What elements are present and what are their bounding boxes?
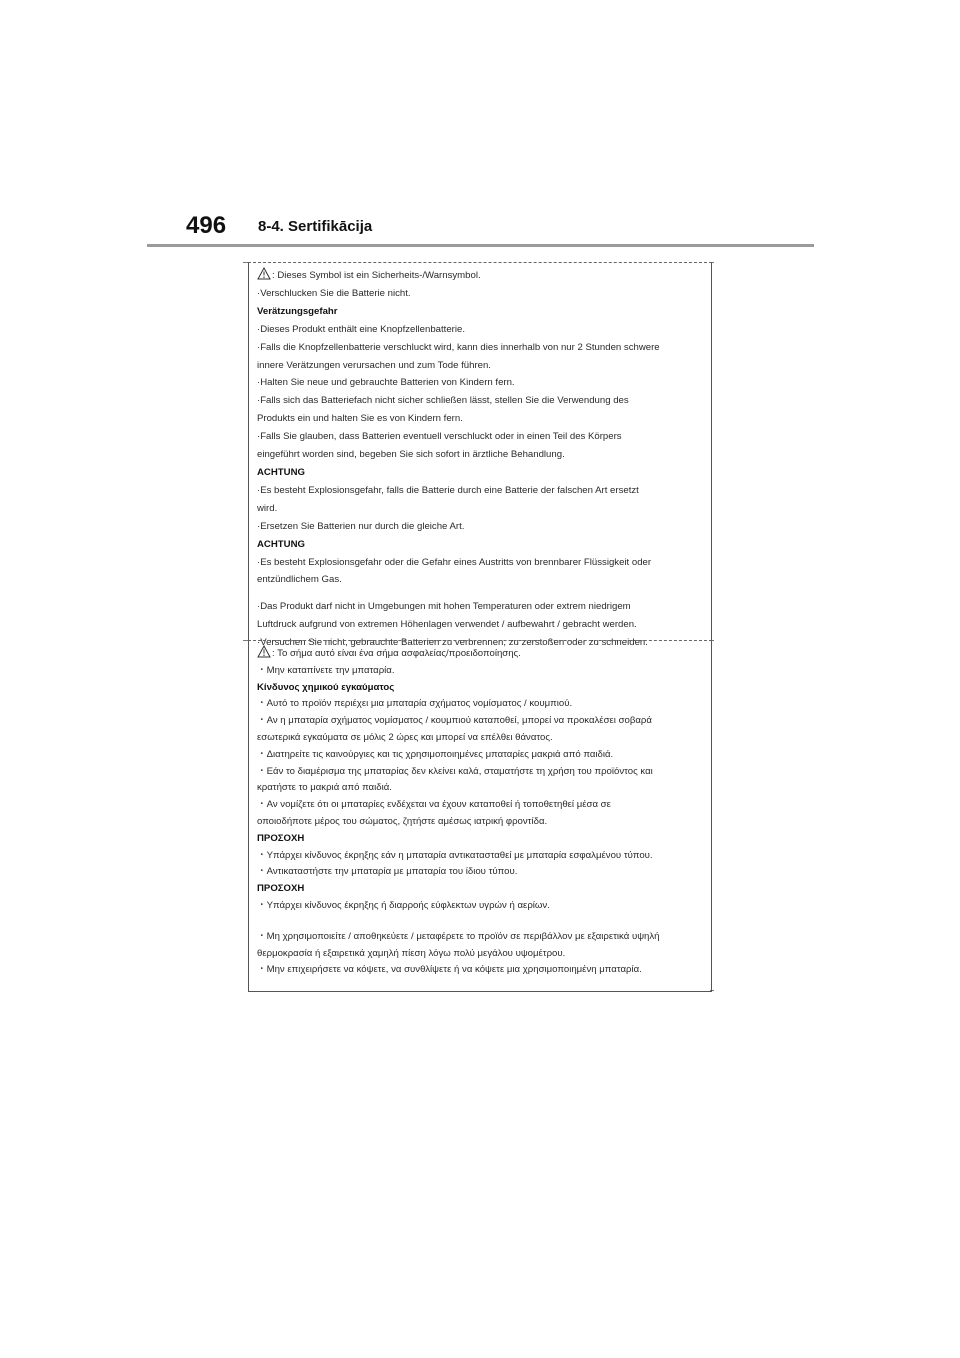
- german-text-line: ·Es besteht Explosionsgefahr, falls die Batterie durch eine Batterie der falschen Art ersetzt: [257, 484, 639, 496]
- german-warning-box: [248, 262, 712, 649]
- greek-heading: ΠΡΟΣΟΧΗ: [257, 883, 305, 895]
- greek-text-line: οποιοδήποτε μέρος του σώματος, ζητήστε αμέσως ιατρική φροντίδα.: [257, 815, 548, 827]
- warning-triangle-icon: [257, 267, 271, 280]
- german-symbol-text: : Dieses Symbol ist ein Sicherheits-/Warnsymbol.: [272, 270, 481, 281]
- german-text-line: ·Versuchen Sie nicht, gebrauchte Batterien zu verbrennen, zu zerstoßen oder zu schneiden.: [257, 637, 648, 649]
- greek-text-line: ・Μην καταπίνετε την μπαταρία.: [257, 664, 395, 676]
- german-text-line: ·Verschlucken Sie die Batterie nicht.: [257, 287, 411, 299]
- german-text-line: entzündlichem Gas.: [257, 574, 342, 586]
- german-symbol-line: [257, 267, 705, 285]
- greek-text-line: θερμοκρασία ή εξαιρετικά χαμηλή πίεση λόγω πολύ μεγάλου υψομέτρου.: [257, 947, 566, 959]
- german-text-line: ·Halten Sie neue und gebrauchte Batterien von Kindern fern.: [257, 377, 515, 389]
- german-text-line: ·Das Produkt darf nicht in Umgebungen mit hohen Temperaturen oder extrem niedrigem: [257, 601, 631, 613]
- greek-symbol-text: : Το σήμα αυτό είναι ένα σήμα ασφαλείας/προειδοποίησης.: [272, 648, 521, 659]
- greek-heading: Κίνδυνος χημικού εγκαύματος: [257, 681, 395, 693]
- german-text-line: wird.: [257, 502, 278, 514]
- german-text-line: Luftdruck aufgrund von extremen Höhenlagen verwendet / aufbewahrt / gebracht werden.: [257, 619, 637, 631]
- greek-heading: ΠΡΟΣΟΧΗ: [257, 832, 305, 844]
- greek-text-line: εσωτερικά εγκαύματα σε μόλις 2 ώρες και μπορεί να επέλθει θάνατος.: [257, 731, 553, 743]
- german-text-line: Produkts ein und halten Sie es von Kindern fern.: [257, 413, 463, 425]
- greek-warning-box: [248, 640, 712, 992]
- german-heading: ACHTUNG: [257, 538, 305, 550]
- german-text-line: innere Verätzungen verursachen und zum Tode führen.: [257, 359, 491, 371]
- greek-text-line: ・Υπάρχει κίνδυνος έκρηξης εάν η μπαταρία αντικατασταθεί με μπαταρία εσφαλμένου τύπου.: [257, 849, 653, 861]
- greek-text-line: ・Μην επιχειρήσετε να κόψετε, να συνθλίψετε ή να κόψετε μια χρησιμοποιημένη μπαταρία.: [257, 964, 642, 976]
- greek-text-line: ・Διατηρείτε τις καινούργιες και τις χρησιμοποιημένες μπαταρίες μακριά από παιδιά.: [257, 748, 614, 760]
- greek-text-line: κρατήστε το μακριά από παιδιά.: [257, 782, 392, 794]
- greek-text-line: ・Εάν το διαμέρισμα της μπαταρίας δεν κλείνει καλά, σταματήστε τη χρήση του προϊόντος και: [257, 765, 653, 777]
- german-text-line: ·Es besteht Explosionsgefahr oder die Gefahr eines Austritts von brennbarer Flüssigkeit oder: [257, 556, 652, 568]
- greek-text-line: ・Αν νομίζετε ότι οι μπαταρίες ενδέχεται να έχουν καταποθεί ή τοποθετηθεί μέσα σε: [257, 799, 611, 811]
- greek-text-line: ・Αυτό το προϊόν περιέχει μια μπαταρία σχήματος νομίσματος / κουμπιού.: [257, 698, 573, 710]
- german-text-line: ·Dieses Produkt enthält eine Knopfzellenbatterie.: [257, 323, 465, 335]
- greek-text-line: ・Αντικαταστήστε την μπαταρία με μπαταρία του ίδιου τύπου.: [257, 866, 518, 878]
- german-text-line: ·Falls Sie glauben, dass Batterien eventuell verschluckt oder in einen Teil des Körpers: [257, 431, 622, 443]
- greek-symbol-line: [257, 645, 705, 663]
- header-divider: [147, 244, 814, 247]
- german-text-line: ·Falls die Knopfzellenbatterie verschluckt wird, kann dies innerhalb von nur 2 Stunden schwere: [257, 341, 660, 353]
- german-text-line: ·Falls sich das Batteriefach nicht sicher schließen lässt, stellen Sie die Verwendung des: [257, 395, 629, 407]
- german-text-line: eingeführt worden sind, begeben Sie sich sofort in ärztliche Behandlung.: [257, 449, 565, 461]
- warning-triangle-icon: [257, 645, 271, 658]
- section-title: 8-4. Sertifikācija: [258, 218, 373, 235]
- greek-text-line: ・Μη χρησιμοποιείτε / αποθηκεύετε / μεταφέρετε το προϊόν σε περιβάλλον με εξαιρετικά υψηλή: [257, 930, 660, 942]
- german-heading: Verätzungsgefahr: [257, 305, 338, 317]
- greek-text-line: ・Αν η μπαταρία σχήματος νομίσματος / κουμπιού καταποθεί, μπορεί να προκαλέσει σοβαρά: [257, 715, 652, 727]
- german-heading: ACHTUNG: [257, 466, 305, 478]
- page-number: 496: [186, 212, 227, 239]
- german-text-line: ·Ersetzen Sie Batterien nur durch die gleiche Art.: [257, 520, 465, 532]
- greek-text-line: ・Υπάρχει κίνδυνος έκρηξης ή διαρροής εύφλεκτων υγρών ή αερίων.: [257, 899, 550, 911]
